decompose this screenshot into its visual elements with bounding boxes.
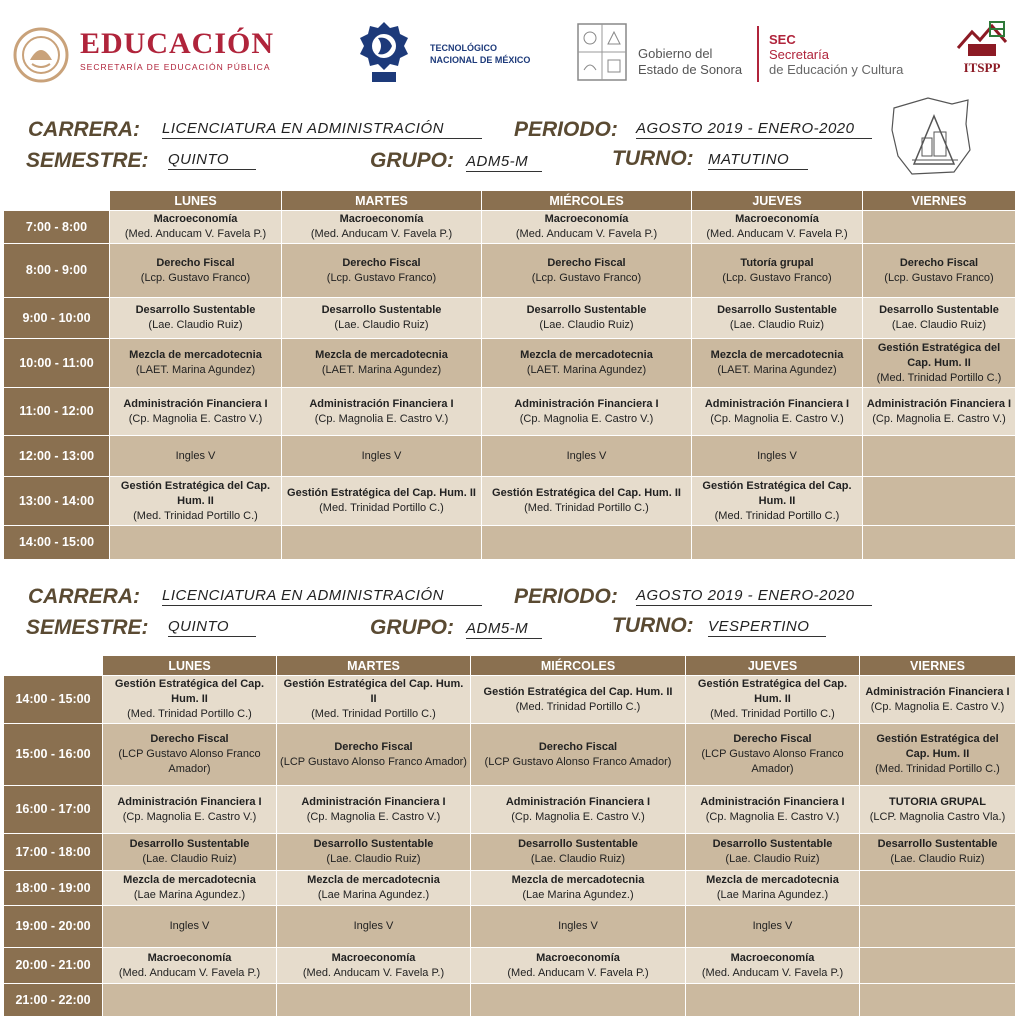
- class-cell: [110, 298, 282, 339]
- teacher-name: (Med. Anducam V. Favela P.): [706, 228, 848, 240]
- schedule-row: [4, 436, 1016, 477]
- schedule-row: [4, 834, 1016, 871]
- subject-name: Desarrollo Sustentable: [879, 304, 999, 316]
- teacher-name: (Lae. Claudio Ruiz): [326, 853, 421, 865]
- carrera-value: LICENCIATURA EN ADMINISTRACIÓN: [162, 120, 482, 139]
- day-header-miercoles: MIÉRCOLES: [471, 656, 686, 676]
- subject-name: Mezcla de mercadotecnia: [123, 874, 256, 886]
- time-slot-label: 15:00 - 16:00: [4, 724, 103, 786]
- class-cell: [471, 906, 686, 948]
- teacher-name: (Med. Anducam V. Favela P.): [515, 228, 658, 240]
- teacher-name: (Med. Anducam V. Favela P.): [118, 966, 261, 979]
- class-cell: [103, 871, 277, 906]
- class-cell: [686, 834, 860, 871]
- class-cell: [471, 871, 686, 906]
- teacher-name: (Lae. Claudio Ruiz): [530, 853, 626, 865]
- subject-name: Ingles V: [353, 920, 394, 932]
- teacher-name: (LAET. Marina Agundez): [321, 364, 442, 376]
- class-cell: [863, 298, 1016, 339]
- subject-name: Desarrollo Sustentable: [526, 304, 647, 316]
- class-cell: [860, 906, 1016, 948]
- teacher-name: (Lae. Claudio Ruiz): [725, 853, 820, 865]
- class-cell: [863, 477, 1016, 526]
- class-cell: [277, 834, 471, 871]
- schedule-row: [4, 906, 1016, 948]
- time-slot-label: 8:00 - 9:00: [4, 244, 110, 298]
- subject-name: Administración Financiera I: [505, 795, 651, 808]
- subject-name: Administración Financiera I: [700, 795, 845, 808]
- subject-name: Gestión Estratégica del Cap. Hum. II: [283, 678, 464, 705]
- itspp-logo: [954, 18, 1010, 88]
- teacher-name: (Cp. Magnolia E. Castro V.): [519, 412, 654, 425]
- class-cell: [482, 436, 692, 477]
- subject-name: Macroeconomía: [735, 213, 819, 225]
- sec-logo-text: [769, 32, 903, 77]
- time-slot-label: 7:00 - 8:00: [4, 211, 110, 244]
- teacher-name: (Lae. Claudio Ruiz): [142, 853, 237, 865]
- teacher-name: (Med. Trinidad Portillo C.): [714, 509, 840, 522]
- sonora-logo-text: [638, 46, 742, 78]
- class-cell: [482, 211, 692, 244]
- class-cell: [860, 786, 1016, 834]
- subject-name: Macroeconomía: [147, 951, 232, 964]
- subject-name: Administración Financiera I: [865, 685, 1010, 698]
- subject-name: Macroeconomía: [536, 951, 620, 964]
- teacher-name: (LCP Gustavo Alonso Franco Amador): [118, 748, 261, 775]
- subject-name: Administración Financiera I: [301, 795, 446, 808]
- class-cell: [110, 339, 282, 388]
- teacher-name: (Cp. Magnolia E. Castro V.): [872, 412, 1006, 425]
- teacher-name: (Med. Anducam V. Favela P.): [310, 228, 453, 240]
- teacher-name: (Cp. Magnolia E. Castro V.): [122, 810, 257, 823]
- subject-name: Derecho Fiscal: [538, 740, 618, 753]
- teacher-name: (Lae Marina Agundez.): [716, 889, 829, 901]
- subject-name: TUTORIA GRUPAL: [889, 795, 986, 808]
- class-cell: [860, 834, 1016, 871]
- teacher-name: (Med. Trinidad Portillo C.): [133, 509, 258, 522]
- teacher-name: (Lae. Claudio Ruiz): [891, 319, 987, 331]
- subject-name: Ingles V: [757, 449, 797, 462]
- tecnm-line-2: NACIONAL DE MÉXICO: [430, 55, 531, 65]
- class-cell: [692, 339, 863, 388]
- time-slot-label: 18:00 - 19:00: [4, 871, 103, 906]
- class-cell: [686, 676, 860, 724]
- teacher-name: (Cp. Magnolia E. Castro V.): [511, 810, 645, 823]
- matutino-schedule-table: [3, 190, 1016, 560]
- table-header-row: [4, 191, 1016, 211]
- day-header-martes: MARTES: [277, 656, 471, 676]
- carrera-value: LICENCIATURA EN ADMINISTRACIÓN: [162, 587, 482, 606]
- teacher-name: (Lae. Claudio Ruiz): [334, 319, 429, 331]
- teacher-name: (Med. Trinidad Portillo C.): [876, 371, 1002, 384]
- educacion-title: EDUCACIÓN: [80, 27, 275, 60]
- subject-name: Administración Financiera I: [866, 397, 1012, 410]
- teacher-name: (Med. Trinidad Portillo C.): [127, 708, 252, 720]
- class-cell: [277, 676, 471, 724]
- subject-name: Ingles V: [752, 920, 793, 932]
- teacher-name: (Lae. Claudio Ruiz): [539, 319, 634, 331]
- sec-line-3: de Educación y Cultura: [769, 62, 904, 77]
- teacher-name: (Med. Trinidad Portillo C.): [311, 708, 436, 720]
- class-cell: [282, 339, 482, 388]
- class-cell: [863, 526, 1016, 560]
- teacher-name: (Cp. Magnolia E. Castro V.): [314, 412, 449, 425]
- teacher-name: (Cp. Magnolia E. Castro V.): [128, 412, 263, 425]
- class-cell: [110, 388, 282, 436]
- class-cell: [471, 724, 686, 786]
- class-cell: [686, 871, 860, 906]
- educacion-subtitle: SECRETARÍA DE EDUCACIÓN PÚBLICA: [80, 62, 271, 72]
- teacher-name: (Med. Trinidad Portillo C.): [515, 700, 641, 713]
- class-cell: [277, 984, 471, 1017]
- teacher-name: (Lcp. Gustavo Franco): [140, 271, 251, 284]
- subject-name: Administración Financiera I: [704, 397, 850, 410]
- subject-name: Gestión Estratégica del Cap. Hum. II: [876, 733, 999, 760]
- semestre-value: QUINTO: [168, 151, 256, 170]
- subject-name: Desarrollo Sustentable: [877, 838, 998, 850]
- semestre-label: SEMESTRE:: [26, 149, 149, 172]
- sonora-line-2: Estado de Sonora: [638, 62, 743, 77]
- day-header-miercoles: MIÉRCOLES: [482, 191, 692, 211]
- turno-value: VESPERTINO: [708, 618, 826, 637]
- subject-name: Mezcla de mercadotecnia: [315, 349, 448, 361]
- semestre-value: QUINTO: [168, 618, 256, 637]
- vespertino-schedule-table: [3, 655, 1016, 1017]
- subject-name: Desarrollo Sustentable: [313, 838, 434, 850]
- day-header-lunes: LUNES: [110, 191, 282, 211]
- turno-label: TURNO:: [612, 614, 694, 637]
- subject-name: Ingles V: [566, 449, 607, 462]
- subject-name: Desarrollo Sustentable: [717, 304, 837, 316]
- class-cell: [471, 948, 686, 984]
- day-header-viernes: VIERNES: [860, 656, 1016, 676]
- teacher-name: (LCP Gustavo Alonso Franco Amador): [280, 755, 467, 768]
- schedule-row: [4, 786, 1016, 834]
- grupo-label: GRUPO:: [370, 616, 454, 639]
- table-corner: [4, 191, 110, 211]
- schedule-row: [4, 871, 1016, 906]
- teacher-name: (Cp. Magnolia E. Castro V.): [306, 810, 441, 823]
- time-slot-label: 10:00 - 11:00: [4, 339, 110, 388]
- subject-name: Gestión Estratégica del Cap. Hum. II: [114, 678, 265, 705]
- class-cell: [686, 786, 860, 834]
- matutino-header: [24, 116, 894, 178]
- class-cell: [692, 436, 863, 477]
- time-slot-label: 12:00 - 13:00: [4, 436, 110, 477]
- class-cell: [282, 436, 482, 477]
- subject-name: Macroeconomía: [730, 951, 815, 964]
- teacher-name: (Cp. Magnolia E. Castro V.): [870, 700, 1005, 713]
- subject-name: Gestión Estratégica del Cap. Hum. II: [287, 487, 476, 499]
- itspp-stamp-icon: [888, 94, 972, 176]
- class-cell: [860, 871, 1016, 906]
- day-header-jueves: JUEVES: [692, 191, 863, 211]
- itspp-building-icon: [954, 18, 1010, 60]
- vespertino-header: [24, 583, 894, 645]
- subject-name: Desarrollo Sustentable: [518, 838, 638, 850]
- table-corner: [4, 656, 103, 676]
- class-cell: [686, 906, 860, 948]
- teacher-name: (Lae. Claudio Ruiz): [729, 319, 825, 331]
- subject-name: Ingles V: [361, 449, 402, 462]
- schedule-row: [4, 298, 1016, 339]
- periodo-value: AGOSTO 2019 - ENERO-2020: [636, 587, 872, 606]
- class-cell: [482, 298, 692, 339]
- class-cell: [686, 724, 860, 786]
- turno-label: TURNO:: [612, 147, 694, 170]
- tecnm-logo-text: [430, 42, 530, 66]
- subject-name: Gestión Estratégica del Cap. Hum. II: [702, 479, 852, 507]
- class-cell: [863, 211, 1016, 244]
- teacher-name: (LCP Gustavo Alonso Franco Amador): [701, 748, 844, 775]
- subject-name: Derecho Fiscal: [547, 256, 626, 269]
- time-slot-label: 9:00 - 10:00: [4, 298, 110, 339]
- class-cell: [686, 984, 860, 1017]
- time-slot-label: 11:00 - 12:00: [4, 388, 110, 436]
- subject-name: Mezcla de mercadotecnia: [307, 874, 440, 886]
- subject-name: Gestión Estratégica del Cap. Hum. II: [120, 479, 271, 507]
- subject-name: Mezcla de mercadotecnia: [129, 349, 262, 361]
- subject-name: Macroeconomía: [339, 213, 424, 225]
- class-cell: [282, 298, 482, 339]
- sec-line-1: SEC: [769, 32, 796, 47]
- schedule-row: [4, 339, 1016, 388]
- time-slot-label: 16:00 - 17:00: [4, 786, 103, 834]
- class-cell: [277, 724, 471, 786]
- subject-name: Tutoría grupal: [740, 256, 814, 269]
- logo-bar: [0, 0, 1019, 100]
- carrera-label: CARRERA:: [28, 118, 140, 141]
- subject-name: Gestión Estratégica del Cap. Hum. II: [492, 487, 681, 499]
- subject-name: Mezcla de mercadotecnia: [520, 349, 653, 361]
- subject-name: Derecho Fiscal: [150, 733, 229, 745]
- subject-name: Desarrollo Sustentable: [712, 838, 833, 850]
- class-cell: [482, 477, 692, 526]
- class-cell: [110, 436, 282, 477]
- class-cell: [482, 339, 692, 388]
- teacher-name: (Lae. Claudio Ruiz): [148, 319, 243, 331]
- class-cell: [282, 211, 482, 244]
- teacher-name: (Lcp. Gustavo Franco): [531, 271, 642, 284]
- teacher-name: (Med. Anducam V. Favela P.): [507, 966, 649, 979]
- schedule-row: [4, 948, 1016, 984]
- teacher-name: (Med. Trinidad Portillo C.): [524, 502, 649, 514]
- subject-name: Derecho Fiscal: [342, 256, 421, 269]
- class-cell: [110, 526, 282, 560]
- subject-name: Administración Financiera I: [309, 397, 454, 410]
- time-slot-label: 13:00 - 14:00: [4, 477, 110, 526]
- class-cell: [103, 948, 277, 984]
- subject-name: Macroeconomía: [544, 213, 629, 225]
- class-cell: [482, 526, 692, 560]
- class-cell: [692, 211, 863, 244]
- subject-name: Derecho Fiscal: [334, 740, 413, 753]
- sec-line-2: Secretaría: [769, 47, 829, 62]
- grupo-value: ADM5-M: [466, 153, 542, 172]
- class-cell: [863, 244, 1016, 298]
- schedule-row: [4, 526, 1016, 560]
- subject-name: Desarrollo Sustentable: [321, 304, 442, 316]
- teacher-name: (LAET. Marina Agundez): [526, 364, 647, 376]
- class-cell: [482, 388, 692, 436]
- class-cell: [860, 724, 1016, 786]
- teacher-name: (Lcp. Gustavo Franco): [722, 271, 832, 284]
- class-cell: [692, 388, 863, 436]
- day-header-jueves: JUEVES: [686, 656, 860, 676]
- class-cell: [471, 786, 686, 834]
- class-cell: [277, 948, 471, 984]
- class-cell: [860, 948, 1016, 984]
- teacher-name: (Med. Trinidad Portillo C.): [319, 502, 444, 514]
- class-cell: [482, 244, 692, 298]
- time-slot-label: 20:00 - 21:00: [4, 948, 103, 984]
- subject-name: Desarrollo Sustentable: [135, 304, 256, 316]
- class-cell: [103, 724, 277, 786]
- subject-name: Administración Financiera I: [123, 397, 268, 410]
- schedule-row: [4, 388, 1016, 436]
- subject-name: Mezcla de mercadotecnia: [710, 349, 844, 361]
- class-cell: [471, 834, 686, 871]
- tecnm-line-1: TECNOLÓGICO: [430, 43, 497, 53]
- teacher-name: (Lae Marina Agundez.): [317, 889, 430, 901]
- time-slot-label: 17:00 - 18:00: [4, 834, 103, 871]
- subject-name: Ingles V: [558, 920, 598, 932]
- class-cell: [860, 984, 1016, 1017]
- class-cell: [282, 526, 482, 560]
- teacher-name: (Med. Trinidad Portillo C.): [710, 708, 835, 720]
- time-slot-label: 21:00 - 22:00: [4, 984, 103, 1017]
- teacher-name: (LAET. Marina Agundez): [717, 364, 837, 376]
- periodo-label: PERIODO:: [514, 585, 618, 608]
- subject-name: Administración Financiera I: [117, 795, 262, 808]
- teacher-name: (LCP Gustavo Alonso Franco Amador): [484, 755, 672, 768]
- day-header-lunes: LUNES: [103, 656, 277, 676]
- teacher-name: (LAET. Marina Agundez): [135, 364, 256, 376]
- schedule-row: [4, 477, 1016, 526]
- teacher-name: (Lcp. Gustavo Franco): [884, 271, 994, 284]
- day-header-viernes: VIERNES: [863, 191, 1016, 211]
- teacher-name: (Cp. Magnolia E. Castro V.): [710, 412, 844, 425]
- class-cell: [471, 984, 686, 1017]
- subject-name: Macroeconomía: [331, 951, 416, 964]
- subject-name: Mezcla de mercadotecnia: [511, 874, 645, 886]
- teacher-name: (Med. Anducam V. Favela P.): [124, 228, 267, 240]
- teacher-name: (Cp. Magnolia E. Castro V.): [705, 810, 840, 823]
- teacher-name: (Lcp. Gustavo Franco): [326, 271, 437, 284]
- class-cell: [103, 786, 277, 834]
- educacion-logo: [80, 28, 274, 72]
- mexico-seal-icon: [10, 26, 72, 84]
- carrera-label: CARRERA:: [28, 585, 140, 608]
- subject-name: Gestión Estratégica del Cap. Hum. II: [877, 341, 1001, 369]
- class-cell: [277, 906, 471, 948]
- class-cell: [277, 871, 471, 906]
- teacher-name: (Med. Anducam V. Favela P.): [302, 966, 445, 979]
- tecnm-gear-icon: [358, 20, 410, 86]
- teacher-name: (LCP. Magnolia Castro Vla.): [869, 810, 1006, 823]
- class-cell: [863, 388, 1016, 436]
- subject-name: Derecho Fiscal: [156, 256, 235, 269]
- sonora-line-1: Gobierno del: [638, 46, 713, 61]
- subject-name: Ingles V: [175, 449, 216, 462]
- subject-name: Derecho Fiscal: [899, 256, 979, 269]
- class-cell: [277, 786, 471, 834]
- day-header-martes: MARTES: [282, 191, 482, 211]
- schedule-row: [4, 984, 1016, 1017]
- class-cell: [686, 948, 860, 984]
- class-cell: [282, 244, 482, 298]
- subject-name: Gestión Estratégica del Cap. Hum. II: [697, 678, 848, 705]
- class-cell: [471, 676, 686, 724]
- class-cell: [863, 436, 1016, 477]
- schedule-row: [4, 676, 1016, 724]
- teacher-name: (Lae Marina Agundez.): [133, 889, 246, 901]
- class-cell: [692, 298, 863, 339]
- subject-name: Macroeconomía: [153, 213, 238, 225]
- class-cell: [103, 906, 277, 948]
- periodo-value: AGOSTO 2019 - ENERO-2020: [636, 120, 872, 139]
- table-header-row: [4, 656, 1016, 676]
- itspp-logo-label: ITSPP: [963, 60, 1001, 75]
- class-cell: [282, 477, 482, 526]
- turno-value: MATUTINO: [708, 151, 808, 170]
- class-cell: [692, 244, 863, 298]
- class-cell: [110, 211, 282, 244]
- class-cell: [103, 676, 277, 724]
- class-cell: [692, 526, 863, 560]
- teacher-name: (Med. Anducam V. Favela P.): [701, 966, 844, 979]
- class-cell: [692, 477, 863, 526]
- class-cell: [103, 834, 277, 871]
- schedule-row: [4, 244, 1016, 298]
- class-cell: [863, 339, 1016, 388]
- sonora-seal-icon: [576, 22, 628, 84]
- grupo-label: GRUPO:: [370, 149, 454, 172]
- logo-divider: [757, 26, 759, 82]
- class-cell: [103, 984, 277, 1017]
- periodo-label: PERIODO:: [514, 118, 618, 141]
- time-slot-label: 19:00 - 20:00: [4, 906, 103, 948]
- subject-name: Mezcla de mercadotecnia: [706, 874, 839, 886]
- class-cell: [110, 477, 282, 526]
- subject-name: Gestión Estratégica del Cap. Hum. II: [483, 685, 673, 698]
- teacher-name: (Lae Marina Agundez.): [522, 889, 634, 901]
- schedule-row: [4, 724, 1016, 786]
- class-cell: [860, 676, 1016, 724]
- time-slot-label: 14:00 - 15:00: [4, 526, 110, 560]
- time-slot-label: 14:00 - 15:00: [4, 676, 103, 724]
- teacher-name: (Lae. Claudio Ruiz): [890, 853, 985, 865]
- class-cell: [282, 388, 482, 436]
- class-cell: [110, 244, 282, 298]
- semestre-label: SEMESTRE:: [26, 616, 149, 639]
- grupo-value: ADM5-M: [466, 620, 542, 639]
- subject-name: Ingles V: [169, 920, 210, 932]
- teacher-name: (Med. Trinidad Portillo C.): [875, 763, 1000, 775]
- subject-name: Administración Financiera I: [514, 397, 659, 410]
- subject-name: Desarrollo Sustentable: [129, 838, 250, 850]
- subject-name: Derecho Fiscal: [733, 733, 812, 745]
- schedule-row: [4, 211, 1016, 244]
